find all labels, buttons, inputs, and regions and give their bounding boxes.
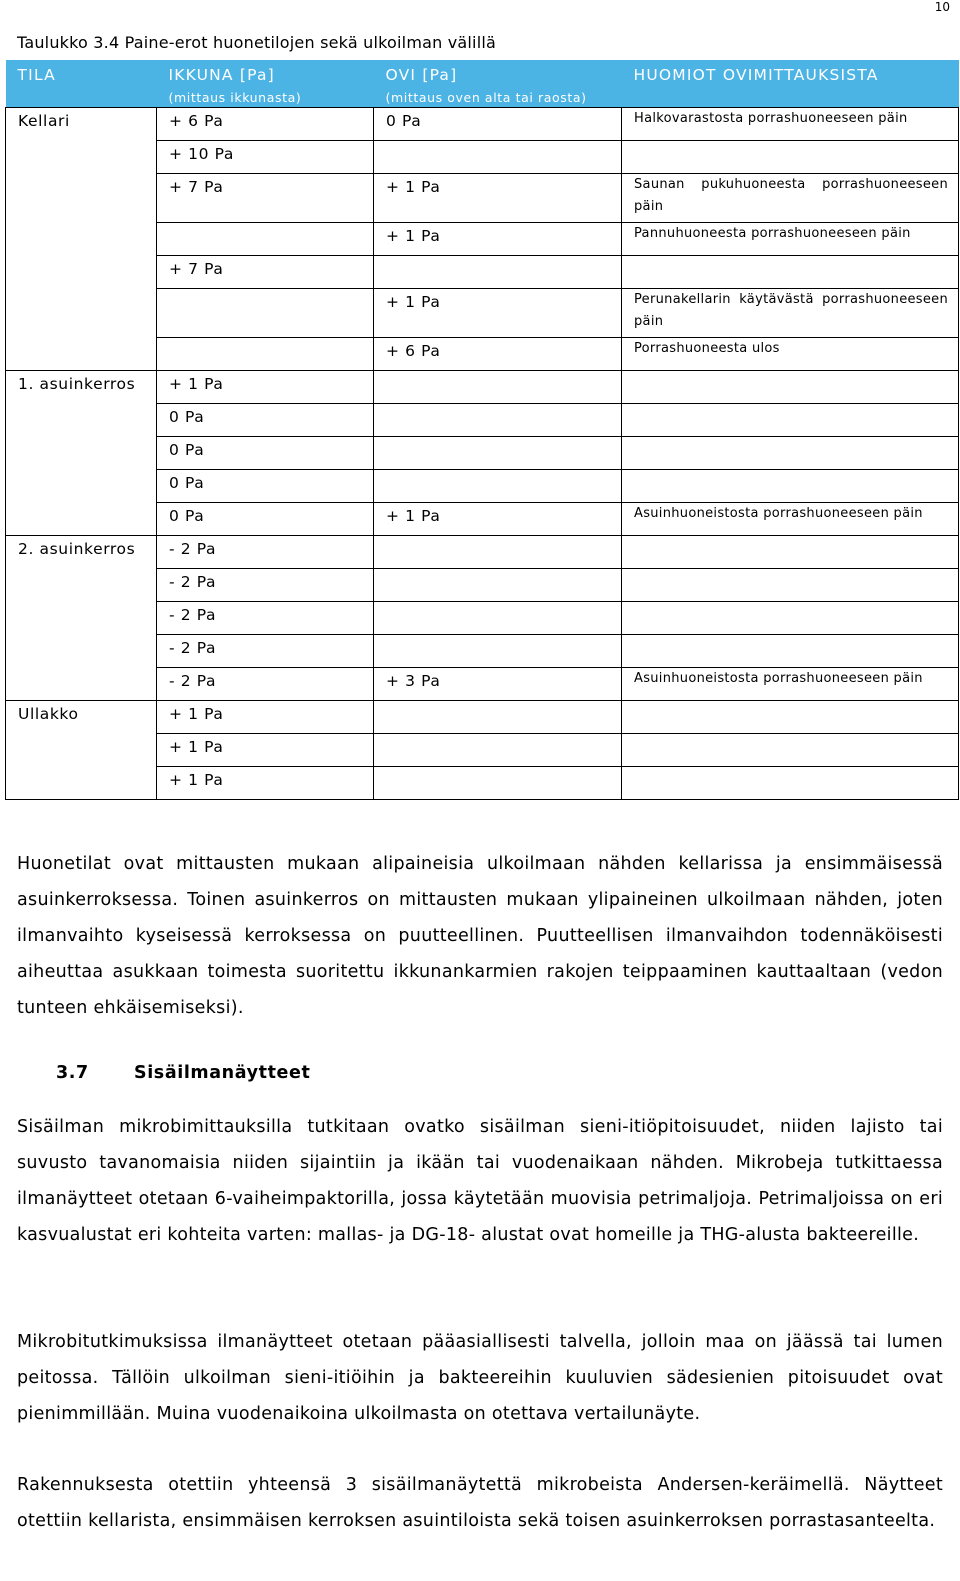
table-row (6, 569, 959, 602)
cell-ovi (374, 635, 622, 668)
cell-huomio (622, 734, 959, 767)
cell-tila (6, 734, 157, 767)
cell-ikkuna: + 1 Pa (157, 767, 374, 800)
table-row (6, 470, 959, 503)
cell-tila (6, 437, 157, 470)
cell-ovi: + 1 Pa (374, 174, 622, 223)
cell-tila (6, 404, 157, 437)
cell-tila (6, 174, 157, 223)
table-row (6, 701, 959, 734)
cell-ikkuna: 0 Pa (157, 503, 374, 536)
cell-huomio (622, 141, 959, 174)
cell-huomio (622, 635, 959, 668)
cell-tila (6, 635, 157, 668)
cell-tila (6, 289, 157, 338)
section-heading (56, 1063, 310, 1083)
paragraph-microbe-methods: Sisäilman mikrobimittauksilla tutkitaan ovatko sisäilman sieni-itiöpitoisuudet, niiden lajisto tai suvusto tavanomaisia niiden sijaintiin ja ikään tai vuodenaikaan nähden. Mikrobeja tutkittaessa ilmanäytteet otetaan 6-vaiheimpaktorilla, jossa käytetään muovisia petrimaljoja. Petrimaljoissa on eri kasvualustat eri kohteita varten: mallas- ja DG-18- alustat ovat homeille ja THG-alusta bakteereille. (17, 1117, 943, 1245)
cell-ikkuna: + 10 Pa (157, 141, 374, 174)
table-row (6, 338, 959, 371)
cell-tila (6, 256, 157, 289)
table-row (6, 141, 959, 174)
header-ikkuna-sub: (mittaus ikkunasta) (168, 90, 302, 105)
cell-ovi (374, 371, 622, 404)
cell-huomio (622, 470, 959, 503)
cell-ikkuna: 0 Pa (157, 470, 374, 503)
header-tila: TILA (6, 60, 157, 108)
cell-ovi (374, 536, 622, 569)
table-row (6, 503, 959, 536)
cell-ikkuna: + 1 Pa (157, 701, 374, 734)
cell-tila (6, 470, 157, 503)
cell-ovi (374, 404, 622, 437)
cell-huomio (622, 767, 959, 800)
table-row (6, 767, 959, 800)
cell-ovi (374, 437, 622, 470)
table-caption: Taulukko 3.4 Paine-erot huonetilojen sekä ulkoilman välillä (17, 33, 496, 52)
pressure-difference-table (5, 60, 959, 800)
table-row (6, 668, 959, 701)
header-ikkuna: IKKUNA [Pa] (mittaus ikkunasta) (157, 60, 374, 108)
cell-huomio (622, 404, 959, 437)
cell-ikkuna: - 2 Pa (157, 536, 374, 569)
cell-ikkuna: 0 Pa (157, 404, 374, 437)
table-header-row (6, 60, 959, 108)
cell-ovi: + 1 Pa (374, 223, 622, 256)
cell-ikkuna (157, 223, 374, 256)
cell-huomio: Perunakellarin käytävästä porrashuoneeseen päin (622, 289, 959, 338)
cell-huomio: Halkovarastosta porrashuoneeseen päin (622, 108, 959, 141)
cell-ovi (374, 141, 622, 174)
section-number: 3.7 (56, 1063, 89, 1083)
cell-ovi (374, 701, 622, 734)
cell-tila: 2. asuinkerros (6, 536, 157, 569)
header-ovi: OVI [Pa] (mittaus oven alta tai raosta) (374, 60, 622, 108)
cell-tila (6, 767, 157, 800)
cell-tila (6, 338, 157, 371)
table-row (6, 734, 959, 767)
cell-tila (6, 223, 157, 256)
cell-ovi: + 3 Pa (374, 668, 622, 701)
paragraph-ventilation: Huonetilat ovat mittausten mukaan alipaineisia ulkoilmaan nähden kellarissa ja ensimmäisessä asuinkerroksessa. Toinen asuinkerros on mittausten mukaan ylipaineinen ulkoilmaan nähden, joten ilmanvaihto kyseisessä kerroksessa on puutteellinen. Puutteellisen ilmanvaihdon todennäköisesti aiheuttaa asukkaan toimesta suoritettu ikkunankarmien rakojen teippaaminen kauttaaltaan (vedon tunteen ehkäisemiseksi). (17, 854, 943, 1018)
table-row (6, 602, 959, 635)
cell-ikkuna (157, 289, 374, 338)
cell-huomio (622, 256, 959, 289)
cell-tila (6, 668, 157, 701)
cell-tila (6, 141, 157, 174)
cell-huomio: Asuinhuoneistosta porrashuoneeseen päin (622, 668, 959, 701)
table-row (6, 223, 959, 256)
table-row (6, 256, 959, 289)
table-row (6, 635, 959, 668)
table-row (6, 108, 959, 141)
cell-tila (6, 569, 157, 602)
section-title: Sisäilmanäytteet (134, 1063, 311, 1083)
table-row (6, 174, 959, 223)
cell-ikkuna: + 7 Pa (157, 174, 374, 223)
cell-ikkuna: + 1 Pa (157, 371, 374, 404)
header-ovi-sub: (mittaus oven alta tai raosta) (385, 90, 587, 105)
cell-ikkuna: + 6 Pa (157, 108, 374, 141)
cell-ovi (374, 734, 622, 767)
cell-tila: 1. asuinkerros (6, 371, 157, 404)
cell-tila (6, 503, 157, 536)
cell-huomio (622, 371, 959, 404)
cell-huomio (622, 602, 959, 635)
cell-huomio (622, 437, 959, 470)
cell-ovi (374, 470, 622, 503)
cell-tila: Ullakko (6, 701, 157, 734)
paragraph-samples-taken: Rakennuksesta otettiin yhteensä 3 sisäilmanäytettä mikrobeista Andersen-keräimellä. Näytteet otettiin kellarista, ensimmäisen kerroksen asuintiloista sekä toisen asuinkerroksen porrastasanteelta. (17, 1475, 943, 1531)
cell-huomio: Saunan pukuhuoneesta porrashuoneeseen päin (622, 174, 959, 223)
cell-ikkuna: - 2 Pa (157, 602, 374, 635)
cell-ikkuna: - 2 Pa (157, 668, 374, 701)
cell-tila: Kellari (6, 108, 157, 141)
cell-huomio: Asuinhuoneistosta porrashuoneeseen päin (622, 503, 959, 536)
cell-tila (6, 602, 157, 635)
table-row (6, 404, 959, 437)
table-body (6, 108, 959, 800)
cell-ikkuna (157, 338, 374, 371)
cell-ikkuna: + 7 Pa (157, 256, 374, 289)
cell-ovi (374, 602, 622, 635)
cell-huomio (622, 536, 959, 569)
cell-ovi (374, 569, 622, 602)
cell-huomio: Porrashuoneesta ulos (622, 338, 959, 371)
cell-ikkuna: 0 Pa (157, 437, 374, 470)
cell-ikkuna: - 2 Pa (157, 635, 374, 668)
cell-ovi: + 6 Pa (374, 338, 622, 371)
cell-ikkuna: - 2 Pa (157, 569, 374, 602)
paragraph-sampling-season: Mikrobitutkimuksissa ilmanäytteet otetaan pääasiallisesti talvella, jolloin maa on jäässä tai lumen peitossa. Tällöin ulkoilman sieni-itiöihin ja bakteereihin kuuluvien sädesienien pitoisuudet ovat pienimmillään. Muina vuodenaikoina ulkoilmasta on otettava vertailunäyte. (17, 1332, 943, 1424)
cell-ovi (374, 767, 622, 800)
cell-ovi: 0 Pa (374, 108, 622, 141)
cell-ikkuna: + 1 Pa (157, 734, 374, 767)
table-row (6, 289, 959, 338)
table-row (6, 371, 959, 404)
header-huomiot: HUOMIOT OVIMITTAUKSISTA (622, 60, 959, 108)
cell-huomio (622, 701, 959, 734)
cell-ovi (374, 256, 622, 289)
table-row (6, 536, 959, 569)
cell-ovi: + 1 Pa (374, 289, 622, 338)
cell-huomio: Pannuhuoneesta porrashuoneeseen päin (622, 223, 959, 256)
cell-ovi: + 1 Pa (374, 503, 622, 536)
cell-huomio (622, 569, 959, 602)
table-row (6, 437, 959, 470)
page-number: 10 (934, 0, 950, 14)
